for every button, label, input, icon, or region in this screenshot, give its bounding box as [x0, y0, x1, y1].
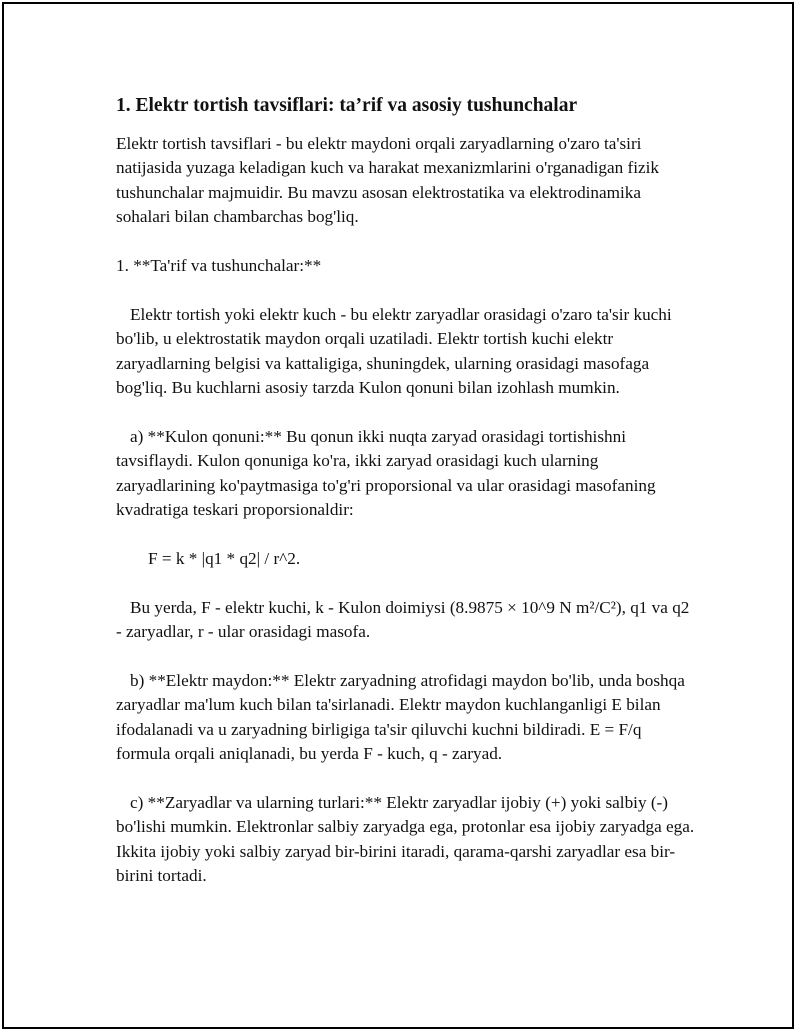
section-heading: 1. Elektr tortish tavsiflari: ta’rif va asosiy tushunchalar — [116, 95, 578, 116]
electric-field-paragraph: b) **Elektr maydon:** Elektr zaryadning atrofidagi maydon bo'lib, unda boshqa zaryadlar ma'lum kuch bilan ta'sirlanadi. Elektr maydon kuchlanganligi E bilan ifodalanadi va u zaryadning birligiga ta'sir qiluvchi kuchni bildiradi. E = F/q formula orqali aniqlanadi, bu yerda F - kuch, q - zaryad. — [116, 670, 690, 764]
document-body — [116, 94, 699, 913]
subsection-title: 1. **Ta'rif va tushunchalar:** — [116, 256, 322, 276]
definition-paragraph: Elektr tortish yoki elektr kuch - bu elektr zaryadlar orasidagi o'zaro ta'sir kuchi bo'lib, u elektrostatik maydon orqali uzatiladi. Elektr tortish kuchi elektr zaryadlarning belgisi va kattaligiga, shuningdek, ularning orasidagi masofaga bog'liq. Bu kuchlarni asosiy tarzda Kulon qonuni bilan izohlash mumkin. — [116, 304, 676, 398]
intro-paragraph: Elektr tortish tavsiflari - bu elektr maydoni orqali zaryadlarning o'zaro ta'siri natijasida yuzaga keladigan kuch va harakat mexanizmlarini o'rganadigan fizik tushunchalar majmuidir. Bu mavzu asosan elektrostatika va elektrodinamika sohalari bilan chambarchas bog'liq. — [116, 134, 664, 227]
coulomb-formula: F = k * |q1 * q2| / r^2. — [148, 548, 301, 568]
coulomb-law-paragraph: a) **Kulon qonuni:** Bu qonun ikki nuqta zaryad orasidagi tortishishni tavsiflaydi. Kulon qonuniga ko'ra, ikki zaryad orasidagi kuch ularning zaryadlarining ko'paytmasiga to'g'ri proporsional va ular orasidagi masofaning kvadratiga teskari proporsionaldir: — [116, 426, 660, 520]
formula-explanation-paragraph: Bu yerda, F - elektr kuchi, k - Kulon doimiysi (8.9875 × 10^9 N m²/C²), q1 va q2 - zaryadlar, r - ular orasidagi masofa. — [116, 597, 694, 642]
charge-types-paragraph: c) **Zaryadlar va ularning turlari:** Elektr zaryadlar ijobiy (+) yoki salbiy (-) bo'lishi mumkin. Elektronlar salbiy zaryadga ega, protonlar esa ijobiy zaryadga ega. Ikkita ijobiy yoki salbiy zaryad bir-birini itaradi, qarama-qarshi zaryadlar esa bir-birini tortadi. — [116, 792, 699, 886]
